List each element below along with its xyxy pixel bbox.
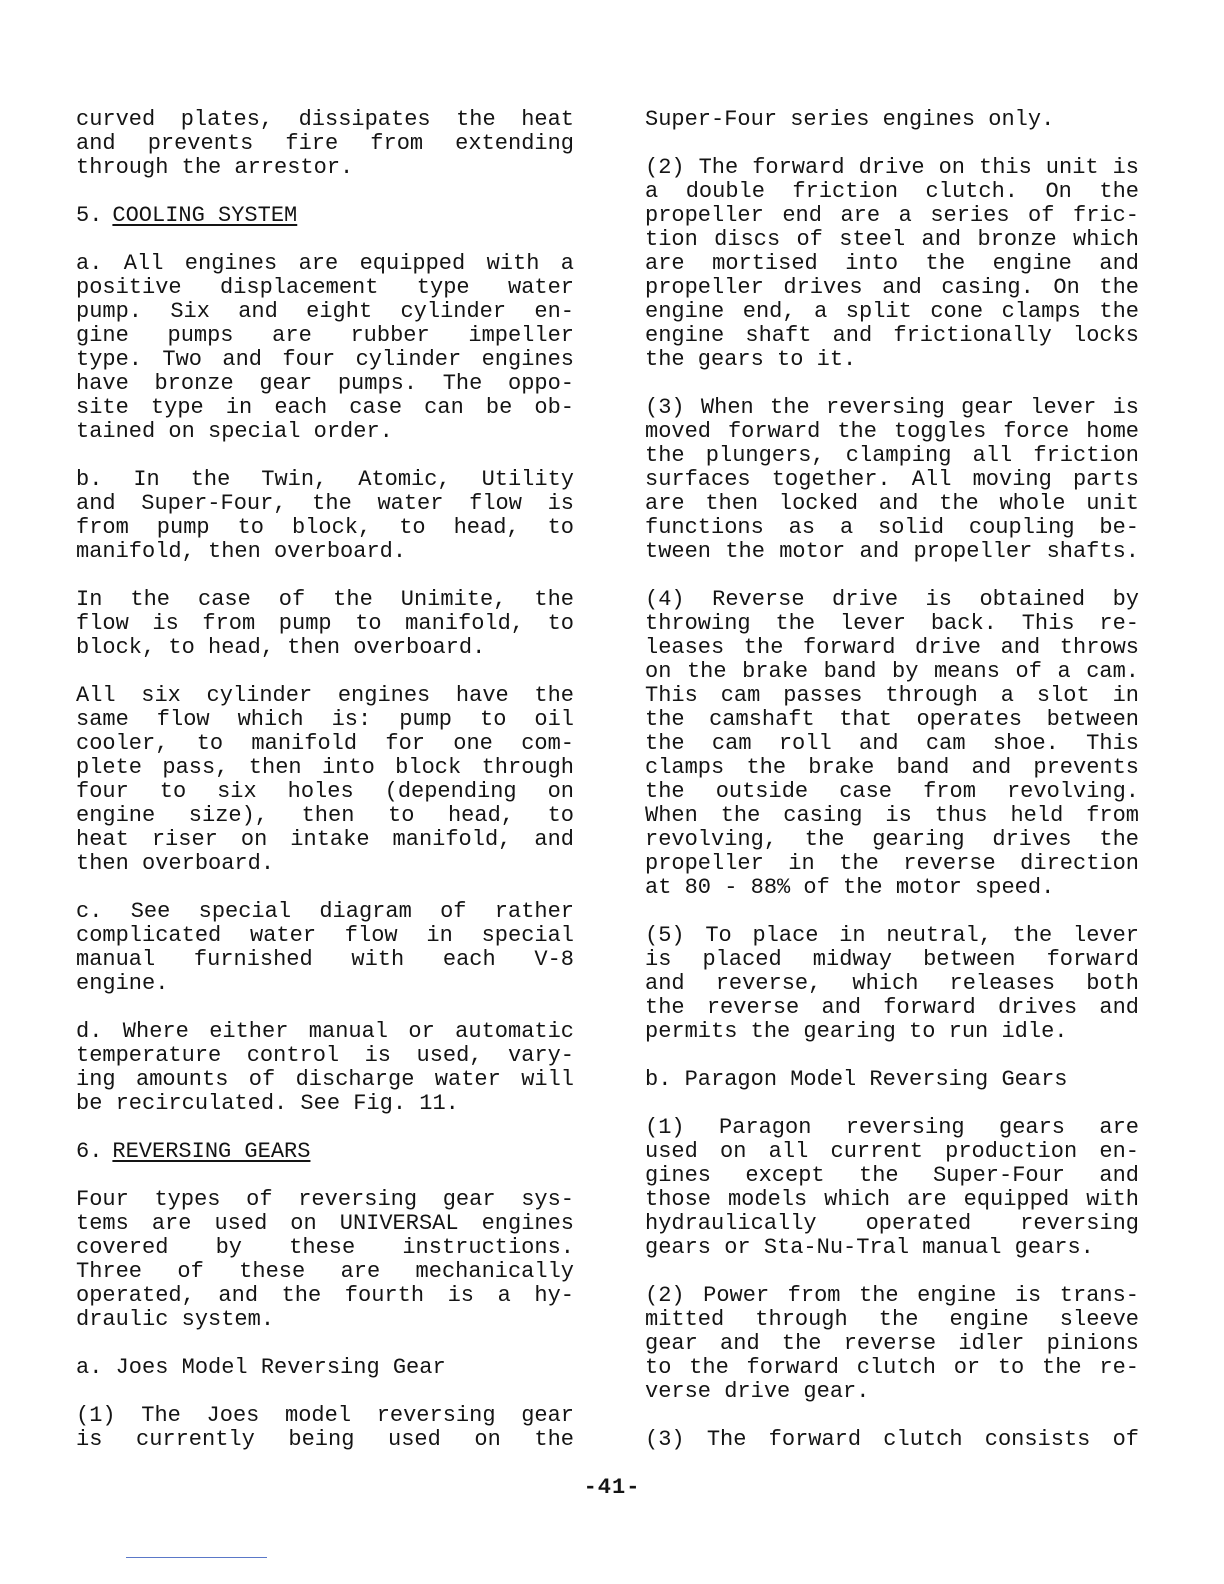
text-line: propeller end are a series of fric-: [645, 203, 1139, 228]
text-line: complicated water flow in special: [76, 923, 574, 948]
paragraph-unimite: [76, 588, 574, 660]
text-line: and prevents fire from extending: [76, 131, 574, 156]
section-heading-reversing-gears: [76, 1140, 574, 1164]
paragraph-a2: [645, 156, 1139, 372]
text-line: tion discs of steel and bronze which: [645, 227, 1139, 252]
text-line: same flow which is: pump to oil: [76, 707, 574, 732]
text-line: functions as a solid coupling be-: [645, 515, 1139, 540]
text-line: are mortised into the engine and: [645, 251, 1139, 276]
paragraph-b2: [645, 1284, 1139, 1404]
text-line: from pump to block, to head, to: [76, 515, 574, 540]
text-line: This cam passes through a slot in: [645, 683, 1139, 708]
paragraph-six-cylinder: [76, 684, 574, 876]
text-line: gears or Sta-Nu-Tral manual gears.: [645, 1235, 1094, 1260]
text-line: verse drive gear.: [645, 1379, 870, 1404]
paragraph-b: [645, 1068, 1139, 1092]
text-line: (1) Paragon reversing gears are: [645, 1115, 1139, 1140]
text-line: temperature control is used, vary-: [76, 1043, 574, 1068]
text-line: d. Where either manual or automatic: [76, 1019, 574, 1044]
text-line: pump. Six and eight cylinder en-: [76, 299, 574, 324]
text-line: In the case of the Unimite, the: [76, 587, 574, 612]
paragraph-a4: [645, 588, 1139, 900]
text-line: at 80 - 88% of the motor speed.: [645, 875, 1055, 900]
text-line: Super-Four series engines only.: [645, 107, 1055, 132]
text-line: gine pumps are rubber impeller: [76, 323, 574, 348]
text-line: operated, and the fourth is a hy-: [76, 1283, 574, 1308]
text-line: b. In the Twin, Atomic, Utility: [76, 467, 574, 492]
paragraph-6a: [76, 1356, 574, 1380]
text-line: cooler, to manifold for one com-: [76, 731, 574, 756]
text-line: clamps the brake band and prevents: [645, 755, 1139, 780]
paragraph-6a1: [76, 1404, 574, 1452]
text-line: throwing the lever back. This re-: [645, 611, 1139, 636]
text-line: be recirculated. See Fig. 11.: [76, 1091, 459, 1116]
text-line: the plungers, clamping all friction: [645, 443, 1139, 468]
paragraph-5a: [76, 252, 574, 444]
text-line: tained on special order.: [76, 419, 393, 444]
text-line: (1) The Joes model reversing gear: [76, 1403, 574, 1428]
left-column: [76, 108, 574, 1476]
text-line: permits the gearing to run idle.: [645, 1019, 1068, 1044]
text-line: a. All engines are equipped with a: [76, 251, 574, 276]
text-line: positive displacement type water: [76, 275, 574, 300]
text-line: gear and the reverse idler pinions: [645, 1331, 1139, 1356]
paragraph-b1: [645, 1116, 1139, 1260]
paragraph-b3: [645, 1428, 1139, 1452]
text-line: Three of these are mechanically: [76, 1259, 574, 1284]
text-line: hydraulically operated reversing: [645, 1211, 1139, 1236]
text-line: (2) The forward drive on this unit is: [645, 155, 1139, 180]
text-line: (2) Power from the engine is trans-: [645, 1283, 1139, 1308]
text-line: covered by these instructions.: [76, 1235, 574, 1260]
text-line: have bronze gear pumps. The oppo-: [76, 371, 574, 396]
text-line: then overboard.: [76, 851, 275, 876]
text-line: flow is from pump to manifold, to: [76, 611, 574, 636]
text-line: the reverse and forward drives and: [645, 995, 1139, 1020]
text-line: revolving, the gearing drives the: [645, 827, 1139, 852]
right-column: [645, 108, 1139, 1476]
text-line: tween the motor and propeller shafts.: [645, 539, 1139, 564]
text-line: the gears to it.: [645, 347, 857, 372]
text-line: on the brake band by means of a cam.: [645, 659, 1139, 684]
text-line: (4) Reverse drive is obtained by: [645, 587, 1139, 612]
text-line: block, to head, then overboard.: [76, 635, 486, 660]
text-line: gines except the Super-Four and: [645, 1163, 1139, 1188]
text-line: leases the forward drive and throws: [645, 635, 1139, 660]
text-line: used on all current production en-: [645, 1139, 1139, 1164]
text-line: a double friction clutch. On the: [645, 179, 1139, 204]
text-line: is currently being used on the: [76, 1427, 574, 1452]
text-line: Four types of reversing gear sys-: [76, 1187, 574, 1212]
text-line: site type in each case can be ob-: [76, 395, 574, 420]
text-line: the cam roll and cam shoe. This: [645, 731, 1139, 756]
text-line: propeller drives and casing. On the: [645, 275, 1139, 300]
text-line: (5) To place in neutral, the lever: [645, 923, 1139, 948]
paragraph-6-intro: [76, 1188, 574, 1332]
text-line: curved plates, dissipates the heat: [76, 107, 574, 132]
text-line: engine.: [76, 971, 169, 996]
paragraph-5c: [76, 900, 574, 996]
subheading-paragon-model: b. Paragon Model Reversing Gears: [645, 1067, 1068, 1092]
paragraph-a5: [645, 924, 1139, 1044]
text-line: is placed midway between forward: [645, 947, 1139, 972]
text-line: All six cylinder engines have the: [76, 683, 574, 708]
subheading-joes-model: a. Joes Model Reversing Gear: [76, 1355, 446, 1380]
paragraph-5b: [76, 468, 574, 564]
section-title: COOLING SYSTEM: [112, 203, 298, 228]
text-line: are then locked and the whole unit: [645, 491, 1139, 516]
text-line: four to six holes (depending on: [76, 779, 574, 804]
text-line: engine size), then to head, to: [76, 803, 574, 828]
text-line: moved forward the toggles force home: [645, 419, 1139, 444]
section-title: REVERSING GEARS: [112, 1139, 311, 1164]
text-line: draulic system.: [76, 1307, 275, 1332]
text-line: heat riser on intake manifold, and: [76, 827, 574, 852]
text-line: tems are used on UNIVERSAL engines: [76, 1211, 574, 1236]
text-line: to the forward clutch or to the re-: [645, 1355, 1139, 1380]
text-line: manifold, then overboard.: [76, 539, 407, 564]
text-line: When the casing is thus held from: [645, 803, 1139, 828]
paragraph-5d: [76, 1020, 574, 1116]
text-line: (3) The forward clutch consists of: [645, 1427, 1139, 1452]
text-line: engine end, a split cone clamps the: [645, 299, 1139, 324]
text-line: the outside case from revolving.: [645, 779, 1139, 804]
text-line: through the arrestor.: [76, 155, 354, 180]
footer-divider: [126, 1557, 267, 1558]
text-line: c. See special diagram of rather: [76, 899, 574, 924]
text-line: and Super-Four, the water flow is: [76, 491, 574, 516]
section-number: 6.: [76, 1139, 103, 1164]
text-line: mitted through the engine sleeve: [645, 1307, 1139, 1332]
text-line: plete pass, then into block through: [76, 755, 574, 780]
text-line: (3) When the reversing gear lever is: [645, 395, 1139, 420]
text-line: engine shaft and frictionally locks: [645, 323, 1139, 348]
text-line: ing amounts of discharge water will: [76, 1067, 574, 1092]
text-line: surfaces together. All moving parts: [645, 467, 1139, 492]
text-line: and reverse, which releases both: [645, 971, 1139, 996]
section-heading-cooling-system: [76, 204, 574, 228]
page-number: -41-: [583, 1475, 641, 1500]
text-line: those models which are equipped with: [645, 1187, 1139, 1212]
text-line: type. Two and four cylinder engines: [76, 347, 574, 372]
text-line: manual furnished with each V-8: [76, 947, 574, 972]
section-number: 5.: [76, 203, 103, 228]
text-line: propeller in the reverse direction: [645, 851, 1139, 876]
paragraph-a3: [645, 396, 1139, 564]
paragraph-intro: [76, 108, 574, 180]
paragraph-super-four: [645, 108, 1139, 132]
text-line: the camshaft that operates between: [645, 707, 1139, 732]
